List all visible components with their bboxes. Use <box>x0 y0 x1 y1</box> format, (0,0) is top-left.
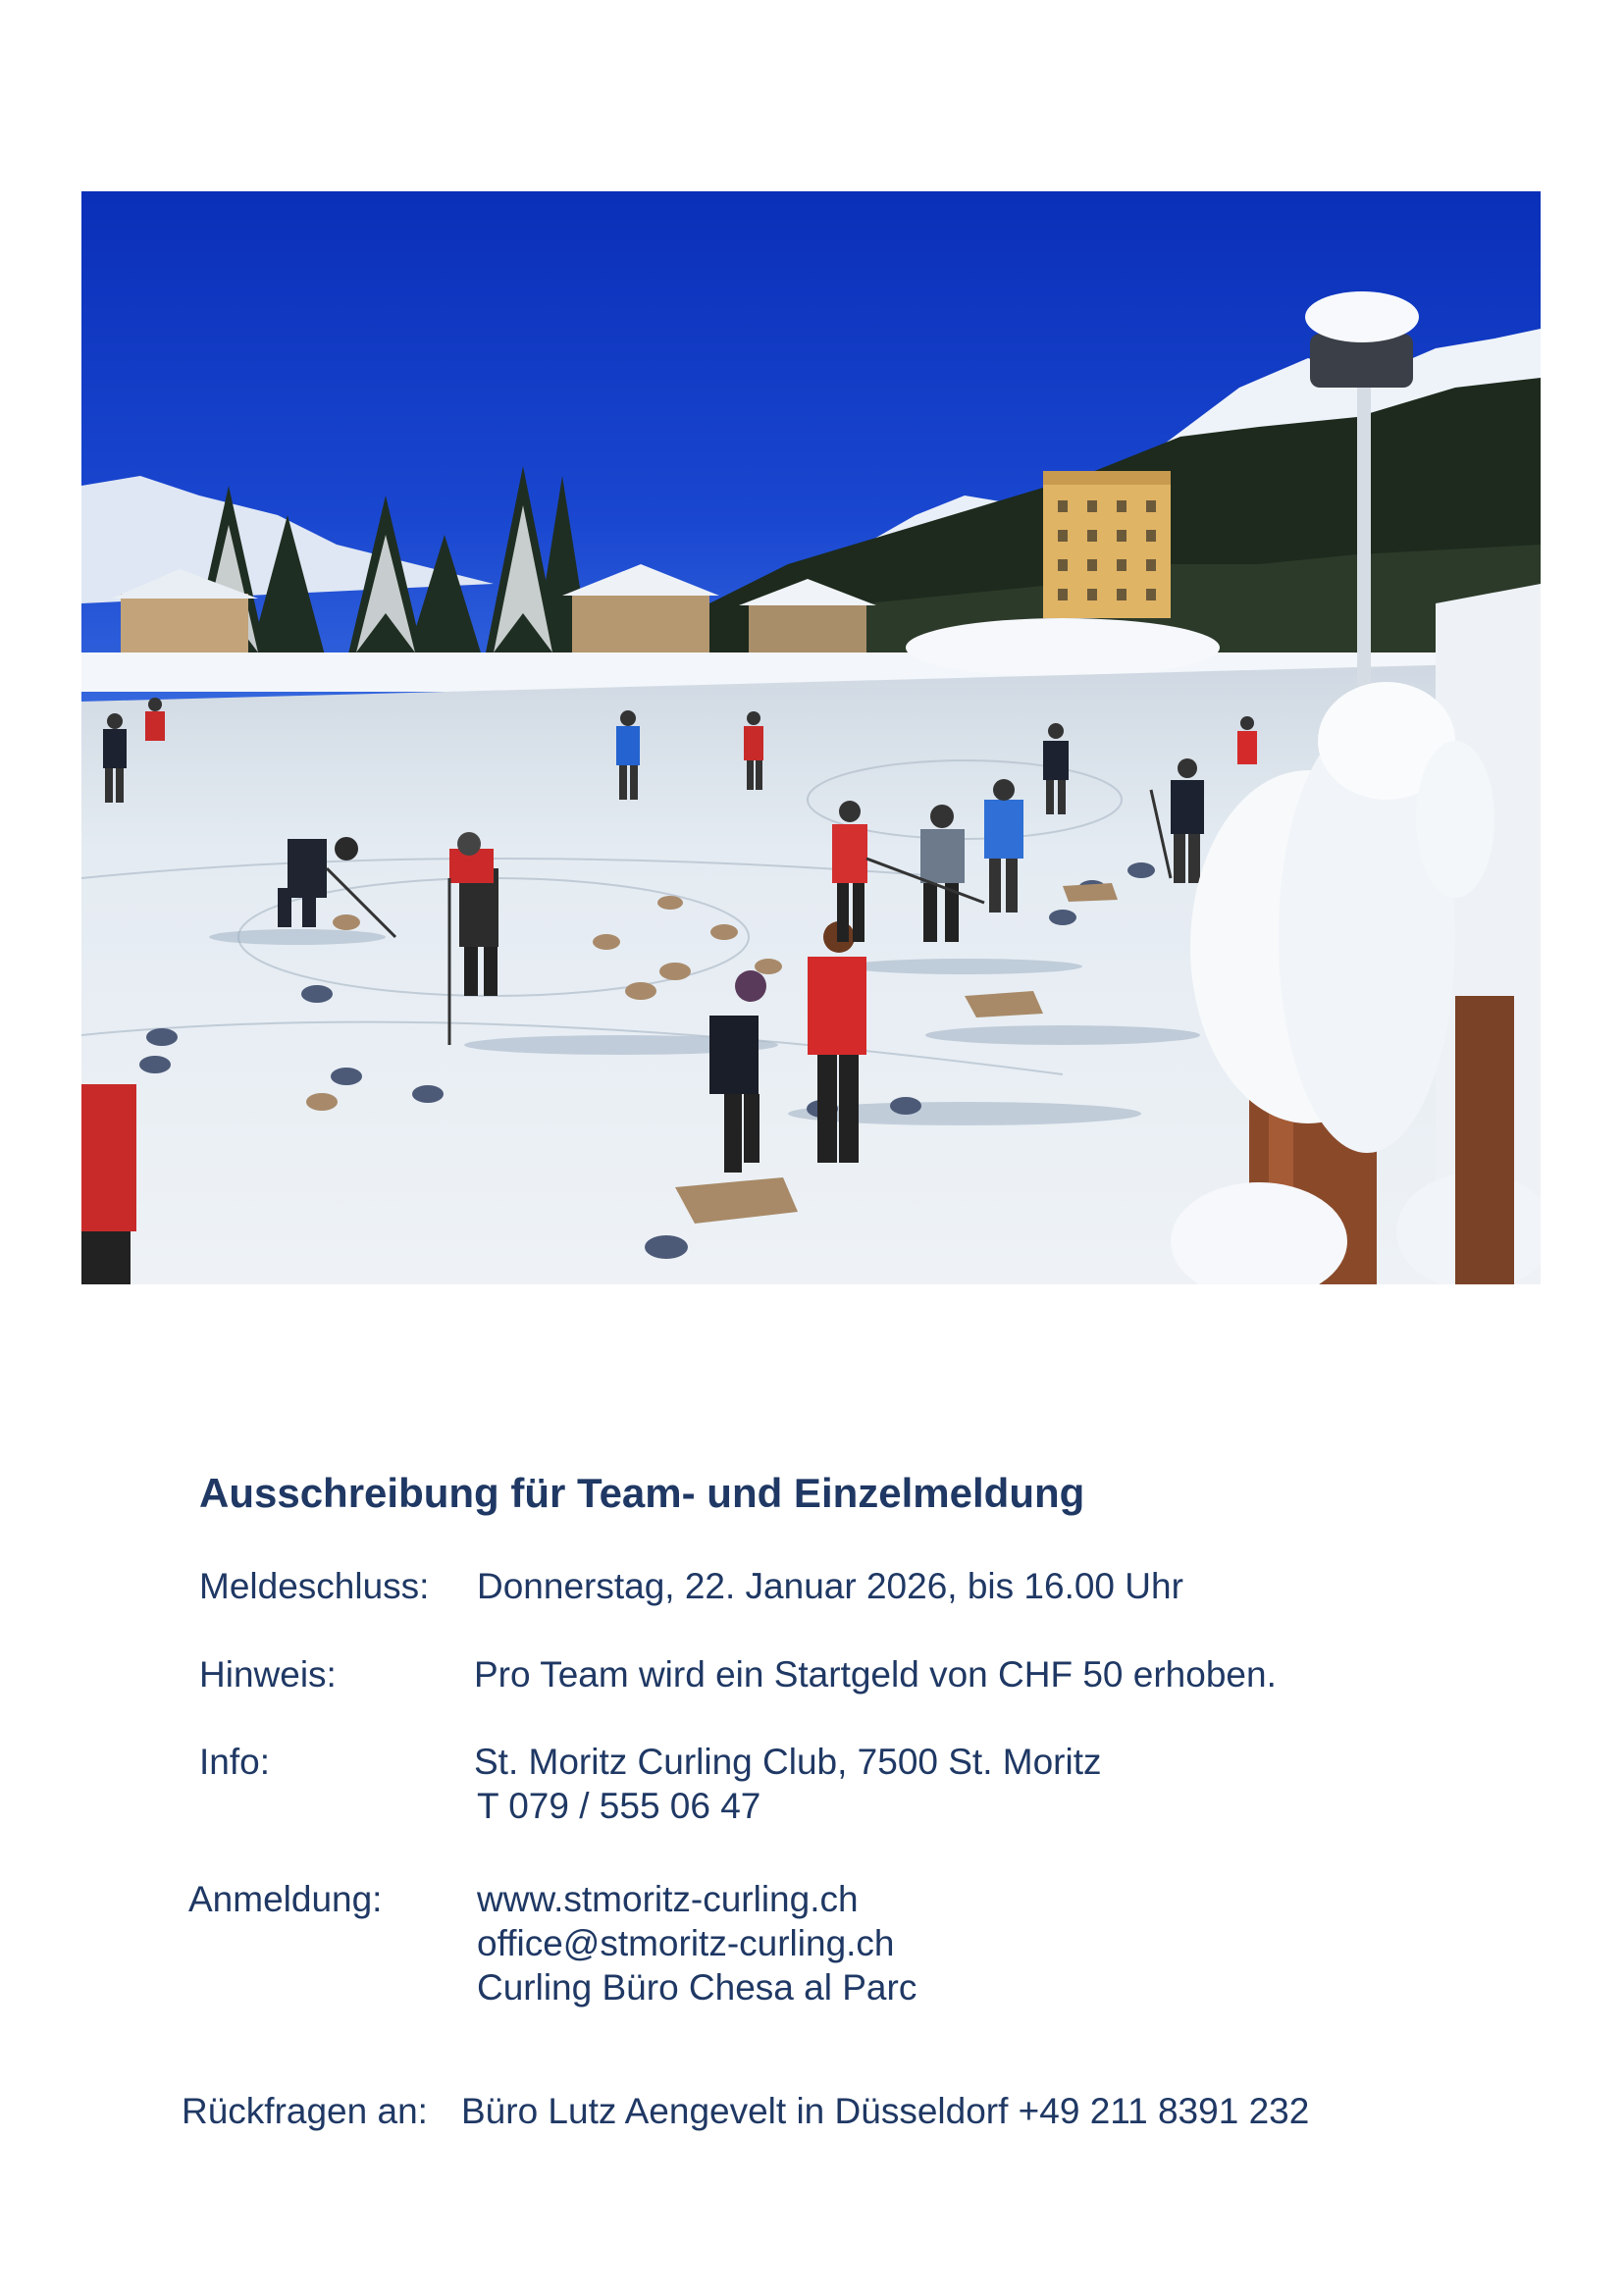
registration-office: Curling Büro Chesa al Parc <box>477 1967 917 2008</box>
curling-rink-photo <box>81 191 1541 1284</box>
info-label: Info: <box>199 1742 270 1782</box>
registration-email-link[interactable]: office@stmoritz-curling.ch <box>477 1923 895 1963</box>
note-label: Hinweis: <box>199 1654 337 1695</box>
info-line: T 079 / 555 06 47 <box>477 1786 761 1826</box>
info-line: St. Moritz Curling Club, 7500 St. Moritz <box>474 1742 1102 1782</box>
deadline-value: Donnerstag, 22. Januar 2026, bis 16.00 Uhr <box>477 1566 1183 1606</box>
inquiries-value: Büro Lutz Aengevelt in Düsseldorf +49 211 8391 232 <box>461 2091 1310 2131</box>
registration-website-link[interactable]: www.stmoritz-curling.ch <box>477 1879 859 1919</box>
inquiries-label: Rückfragen an: <box>182 2091 428 2131</box>
deadline-label: Meldeschluss: <box>199 1566 430 1606</box>
note-value: Pro Team wird ein Startgeld von CHF 50 erhoben. <box>474 1654 1277 1695</box>
registration-label: Anmeldung: <box>188 1879 383 1919</box>
document-heading: Ausschreibung für Team- und Einzelmeldung <box>199 1470 1085 1516</box>
